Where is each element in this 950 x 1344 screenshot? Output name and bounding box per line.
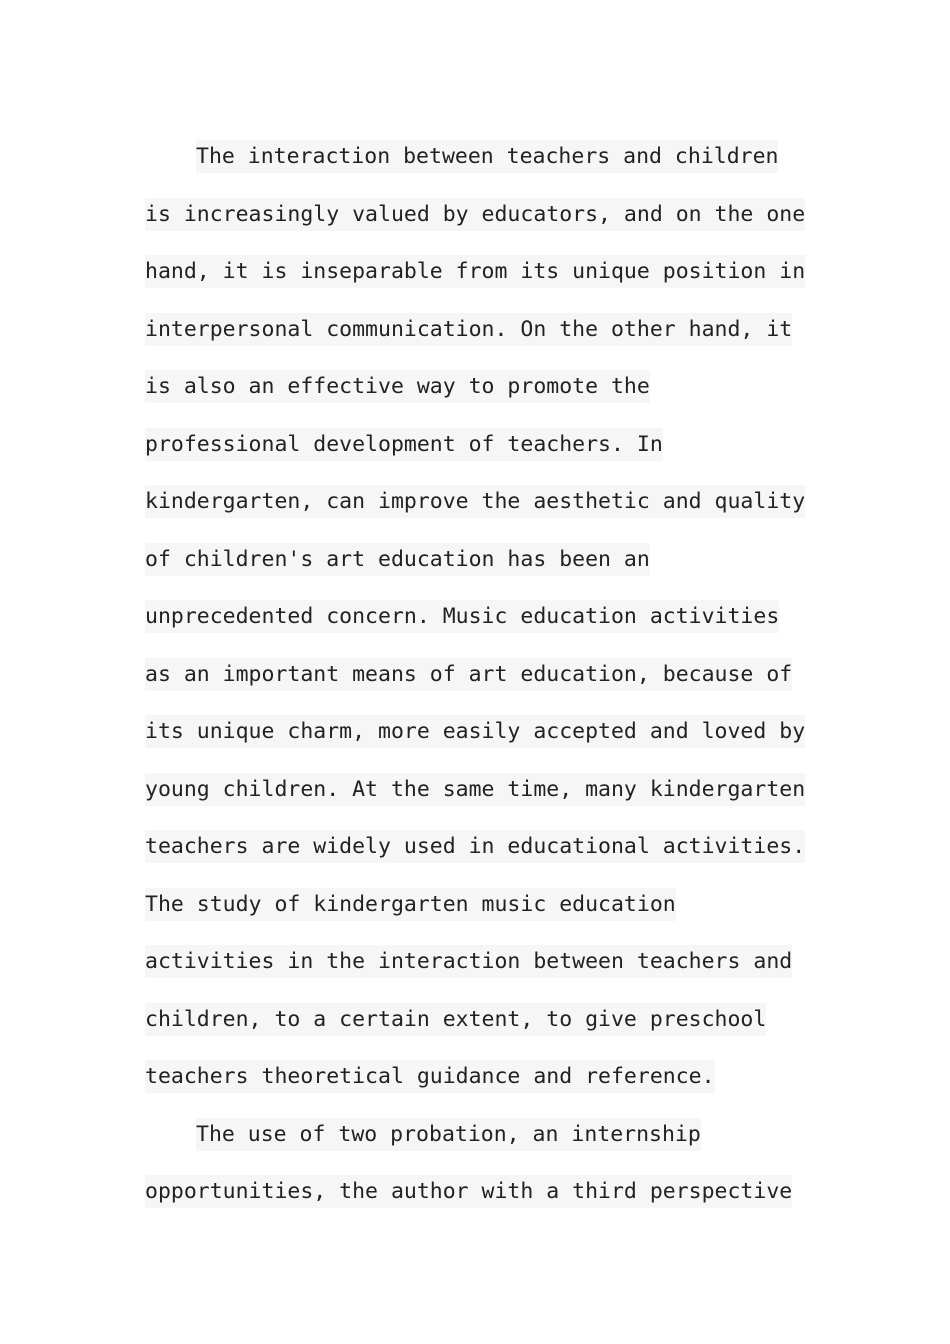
line-text: is also an effective way to promote the xyxy=(145,370,650,403)
text-line xyxy=(145,761,825,819)
text-line xyxy=(145,531,825,589)
text-line xyxy=(145,186,825,244)
text-line xyxy=(145,703,825,761)
line-text: opportunities, the author with a third perspective xyxy=(145,1175,792,1208)
text-line xyxy=(145,473,825,531)
line-text: kindergarten, can improve the aesthetic and quality xyxy=(145,485,805,518)
line-text: teachers are widely used in educational activities. xyxy=(145,830,805,863)
line-text: hand, it is inseparable from its unique position in xyxy=(145,255,805,288)
text-line xyxy=(145,416,825,474)
line-text: teachers theoretical guidance and reference. xyxy=(145,1060,715,1093)
text-line xyxy=(145,818,825,876)
text-line xyxy=(145,128,825,186)
text-line xyxy=(145,933,825,991)
text-line xyxy=(145,243,825,301)
line-text: The use of two probation, an internship xyxy=(196,1118,701,1151)
line-text: is increasingly valued by educators, and on the one xyxy=(145,198,805,231)
line-text: professional development of teachers. In xyxy=(145,428,663,461)
line-text: its unique charm, more easily accepted and loved by xyxy=(145,715,805,748)
text-line xyxy=(145,991,825,1049)
line-text: children, to a certain extent, to give preschool xyxy=(145,1003,766,1036)
line-text: as an important means of art education, because of xyxy=(145,658,792,691)
text-line xyxy=(145,876,825,934)
line-text: unprecedented concern. Music education activities xyxy=(145,600,779,633)
line-text: The study of kindergarten music education xyxy=(145,888,676,921)
text-line xyxy=(145,588,825,646)
text-line xyxy=(145,1106,825,1164)
text-line xyxy=(145,358,825,416)
line-text: of children's art education has been an xyxy=(145,543,650,576)
text-line xyxy=(145,301,825,359)
line-text: activities in the interaction between teachers and xyxy=(145,945,792,978)
line-text: young children. At the same time, many kindergarten xyxy=(145,773,805,806)
body-text xyxy=(145,128,825,1221)
text-line xyxy=(145,1048,825,1106)
text-line xyxy=(145,1163,825,1221)
text-line xyxy=(145,646,825,704)
line-text: The interaction between teachers and children xyxy=(196,140,778,173)
line-text: interpersonal communication. On the other hand, it xyxy=(145,313,792,346)
